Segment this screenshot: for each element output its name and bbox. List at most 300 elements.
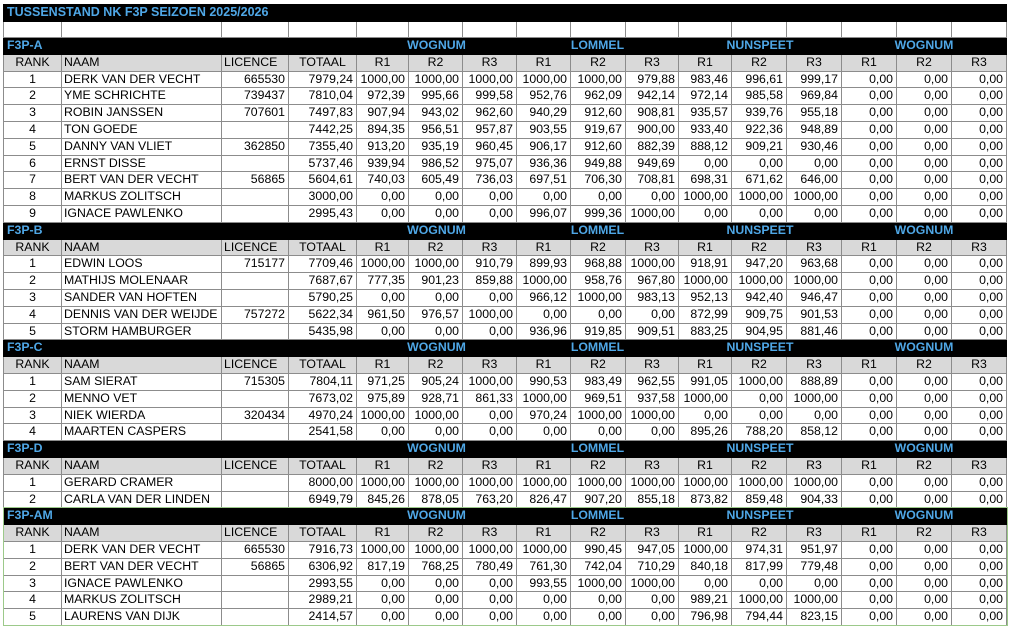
rank-cell: 4 xyxy=(4,306,62,323)
score-cell: 960,45 xyxy=(463,138,517,155)
score-cell: 962,09 xyxy=(571,88,626,105)
score-cell: 935,57 xyxy=(679,105,732,122)
score-cell: 1000,00 xyxy=(517,273,571,290)
score-cell: 1000,00 xyxy=(679,189,732,206)
score-cell: 990,45 xyxy=(571,541,626,558)
score-cell: 0,00 xyxy=(952,172,1007,189)
score-cell: 975,89 xyxy=(357,390,409,407)
round-header: R1 xyxy=(842,54,897,71)
total-cell: 7979,24 xyxy=(289,71,357,88)
score-cell: 1000,00 xyxy=(679,390,732,407)
score-cell: 1000,00 xyxy=(626,205,679,222)
rank-cell: 3 xyxy=(4,289,62,306)
score-cell: 0,00 xyxy=(463,407,517,424)
score-cell: 900,00 xyxy=(626,121,679,138)
class-header-row xyxy=(4,340,1007,357)
score-cell: 0,00 xyxy=(409,575,463,592)
score-cell: 0,00 xyxy=(897,424,952,441)
score-cell: 983,46 xyxy=(679,71,732,88)
score-cell: 895,26 xyxy=(679,424,732,441)
round-header: R3 xyxy=(952,457,1007,474)
rank-cell: 5 xyxy=(4,609,62,626)
name-cell: SANDER VAN HOFTEN xyxy=(62,289,222,306)
total-header: TOTAAL xyxy=(289,457,357,474)
licence-cell xyxy=(222,424,289,441)
score-cell: 706,30 xyxy=(571,172,626,189)
score-cell: 0,00 xyxy=(787,155,842,172)
score-cell: 1000,00 xyxy=(732,273,787,290)
score-cell: 736,03 xyxy=(463,172,517,189)
name-cell: DERK VAN DER VECHT xyxy=(62,541,222,558)
score-cell: 942,40 xyxy=(732,289,787,306)
round-header: R1 xyxy=(679,357,732,374)
venue-header: WOGNUM xyxy=(357,441,517,458)
score-cell: 0,00 xyxy=(897,474,952,491)
score-cell: 0,00 xyxy=(463,205,517,222)
score-cell: 0,00 xyxy=(897,558,952,575)
licence-cell: 707601 xyxy=(222,105,289,122)
table-row xyxy=(4,390,1007,407)
rank-cell: 7 xyxy=(4,172,62,189)
round-header: R1 xyxy=(679,239,732,256)
round-header: R1 xyxy=(679,457,732,474)
score-cell: 0,00 xyxy=(897,541,952,558)
score-cell: 0,00 xyxy=(679,407,732,424)
score-cell: 936,96 xyxy=(517,323,571,340)
score-cell: 1000,00 xyxy=(571,407,626,424)
score-cell: 947,05 xyxy=(626,541,679,558)
name-cell: MATHIJS MOLENAAR xyxy=(62,273,222,290)
score-cell: 919,67 xyxy=(571,121,626,138)
class-name: F3P-D xyxy=(4,441,357,458)
score-cell: 0,00 xyxy=(732,390,787,407)
round-header: R3 xyxy=(463,457,517,474)
total-cell: 5622,34 xyxy=(289,306,357,323)
round-header: R3 xyxy=(787,357,842,374)
score-cell: 698,31 xyxy=(679,172,732,189)
licence-cell: 715177 xyxy=(222,256,289,273)
table-row xyxy=(4,289,1007,306)
licence-cell: 739437 xyxy=(222,88,289,105)
rank-cell: 3 xyxy=(4,105,62,122)
score-cell: 0,00 xyxy=(787,205,842,222)
licence-header: LICENCE xyxy=(222,239,289,256)
score-cell: 1000,00 xyxy=(463,474,517,491)
score-cell: 0,00 xyxy=(517,609,571,626)
name-cell: BERT VAN DER VECHT xyxy=(62,558,222,575)
rank-header: RANK xyxy=(4,54,62,71)
round-header: R3 xyxy=(463,525,517,542)
round-header: R3 xyxy=(626,525,679,542)
score-cell: 906,17 xyxy=(517,138,571,155)
rank-header: RANK xyxy=(4,357,62,374)
round-header: R1 xyxy=(679,54,732,71)
score-cell: 1000,00 xyxy=(517,541,571,558)
score-cell: 1000,00 xyxy=(626,407,679,424)
total-cell: 2995,43 xyxy=(289,205,357,222)
score-cell: 909,51 xyxy=(626,323,679,340)
venue-header: WOGNUM xyxy=(357,222,517,239)
score-cell: 0,00 xyxy=(842,138,897,155)
column-header-row xyxy=(4,357,1007,374)
score-cell: 0,00 xyxy=(897,88,952,105)
score-cell: 0,00 xyxy=(409,424,463,441)
score-cell: 0,00 xyxy=(897,205,952,222)
score-cell: 928,71 xyxy=(409,390,463,407)
score-cell: 0,00 xyxy=(842,474,897,491)
score-cell: 1000,00 xyxy=(732,373,787,390)
score-cell: 952,76 xyxy=(517,88,571,105)
name-cell: DERK VAN DER VECHT xyxy=(62,71,222,88)
table-row xyxy=(4,575,1007,592)
licence-header: LICENCE xyxy=(222,457,289,474)
rank-cell: 1 xyxy=(4,256,62,273)
score-cell: 1000,00 xyxy=(357,474,409,491)
score-cell: 1000,00 xyxy=(626,575,679,592)
score-cell: 990,53 xyxy=(517,373,571,390)
licence-cell: 715305 xyxy=(222,373,289,390)
licence-cell xyxy=(222,491,289,508)
score-cell: 901,23 xyxy=(409,273,463,290)
score-cell: 0,00 xyxy=(571,306,626,323)
score-cell: 708,81 xyxy=(626,172,679,189)
score-cell: 0,00 xyxy=(952,323,1007,340)
score-cell: 1000,00 xyxy=(787,474,842,491)
score-cell: 1000,00 xyxy=(626,474,679,491)
score-cell: 985,58 xyxy=(732,88,787,105)
score-cell: 0,00 xyxy=(897,407,952,424)
round-header: R1 xyxy=(517,54,571,71)
score-cell: 0,00 xyxy=(842,575,897,592)
round-header: R2 xyxy=(409,54,463,71)
score-cell: 0,00 xyxy=(842,373,897,390)
name-cell: IGNACE PAWLENKO xyxy=(62,575,222,592)
score-cell: 1000,00 xyxy=(463,541,517,558)
score-cell: 0,00 xyxy=(952,71,1007,88)
score-cell: 1000,00 xyxy=(517,71,571,88)
score-cell: 993,55 xyxy=(517,575,571,592)
score-cell: 0,00 xyxy=(897,121,952,138)
table-row xyxy=(4,491,1007,508)
name-cell: DANNY VAN VLIET xyxy=(62,138,222,155)
name-cell: ROBIN JANSSEN xyxy=(62,105,222,122)
table-row xyxy=(4,205,1007,222)
round-header: R2 xyxy=(897,457,952,474)
score-cell: 779,48 xyxy=(787,558,842,575)
score-cell: 0,00 xyxy=(409,205,463,222)
score-cell: 0,00 xyxy=(357,575,409,592)
round-header: R2 xyxy=(571,357,626,374)
rank-cell: 2 xyxy=(4,491,62,508)
round-header: R3 xyxy=(787,457,842,474)
round-header: R2 xyxy=(409,525,463,542)
class-header-row xyxy=(4,508,1007,525)
total-cell: 7709,46 xyxy=(289,256,357,273)
total-cell: 7497,83 xyxy=(289,105,357,122)
rank-header: RANK xyxy=(4,239,62,256)
name-cell: CARLA VAN DER LINDEN xyxy=(62,491,222,508)
score-cell: 883,25 xyxy=(679,323,732,340)
round-header: R2 xyxy=(732,357,787,374)
score-cell: 946,47 xyxy=(787,289,842,306)
score-cell: 858,12 xyxy=(787,424,842,441)
score-cell: 969,51 xyxy=(571,390,626,407)
score-cell: 983,13 xyxy=(626,289,679,306)
rank-cell: 9 xyxy=(4,205,62,222)
score-cell: 967,80 xyxy=(626,273,679,290)
score-cell: 0,00 xyxy=(409,323,463,340)
score-cell: 697,51 xyxy=(517,172,571,189)
score-cell: 969,84 xyxy=(787,88,842,105)
table-row xyxy=(4,138,1007,155)
score-cell: 1000,00 xyxy=(357,256,409,273)
score-cell: 861,33 xyxy=(463,390,517,407)
round-header: R3 xyxy=(463,239,517,256)
score-cell: 763,20 xyxy=(463,491,517,508)
licence-cell xyxy=(222,205,289,222)
rank-cell: 8 xyxy=(4,189,62,206)
round-header: R2 xyxy=(571,239,626,256)
score-cell: 0,00 xyxy=(679,205,732,222)
score-cell: 0,00 xyxy=(357,289,409,306)
total-cell: 7442,25 xyxy=(289,121,357,138)
round-header: R1 xyxy=(517,357,571,374)
total-header: TOTAAL xyxy=(289,525,357,542)
rank-cell: 2 xyxy=(4,390,62,407)
score-cell: 873,82 xyxy=(679,491,732,508)
score-cell: 991,05 xyxy=(679,373,732,390)
rank-cell: 5 xyxy=(4,138,62,155)
round-header: R1 xyxy=(842,525,897,542)
table-row xyxy=(4,609,1007,626)
total-cell: 7804,11 xyxy=(289,373,357,390)
score-cell: 899,93 xyxy=(517,256,571,273)
score-cell: 0,00 xyxy=(626,592,679,609)
score-cell: 975,07 xyxy=(463,155,517,172)
score-cell: 0,00 xyxy=(952,592,1007,609)
total-cell: 5604,61 xyxy=(289,172,357,189)
table-row xyxy=(4,323,1007,340)
table-row xyxy=(4,88,1007,105)
total-cell: 2541,58 xyxy=(289,424,357,441)
score-cell: 0,00 xyxy=(897,105,952,122)
score-cell: 0,00 xyxy=(842,323,897,340)
table-row xyxy=(4,189,1007,206)
rank-cell: 1 xyxy=(4,71,62,88)
score-cell: 0,00 xyxy=(626,609,679,626)
score-cell: 947,20 xyxy=(732,256,787,273)
score-cell: 912,60 xyxy=(571,138,626,155)
score-cell: 1000,00 xyxy=(787,189,842,206)
score-cell: 1000,00 xyxy=(409,541,463,558)
round-header: R1 xyxy=(357,525,409,542)
licence-cell xyxy=(222,323,289,340)
rank-cell: 1 xyxy=(4,373,62,390)
score-cell: 0,00 xyxy=(571,609,626,626)
score-cell: 1000,00 xyxy=(409,407,463,424)
rank-cell: 3 xyxy=(4,575,62,592)
name-cell: YME SCHRICHTE xyxy=(62,88,222,105)
name-cell: SAM SIERAT xyxy=(62,373,222,390)
score-cell: 1000,00 xyxy=(732,474,787,491)
round-header: R1 xyxy=(357,54,409,71)
score-cell: 0,00 xyxy=(842,609,897,626)
score-cell: 888,12 xyxy=(679,138,732,155)
licence-cell: 757272 xyxy=(222,306,289,323)
score-cell: 919,85 xyxy=(571,323,626,340)
score-cell: 0,00 xyxy=(897,390,952,407)
score-cell: 0,00 xyxy=(952,609,1007,626)
score-cell: 955,18 xyxy=(787,105,842,122)
score-cell: 0,00 xyxy=(952,273,1007,290)
score-cell: 0,00 xyxy=(842,172,897,189)
score-cell: 983,49 xyxy=(571,373,626,390)
score-cell: 949,88 xyxy=(571,155,626,172)
table-row xyxy=(4,541,1007,558)
score-cell: 0,00 xyxy=(897,189,952,206)
score-cell: 859,88 xyxy=(463,273,517,290)
score-cell: 0,00 xyxy=(463,575,517,592)
name-header: NAAM xyxy=(62,239,222,256)
score-cell: 1000,00 xyxy=(357,407,409,424)
venue-header: NUNSPEET xyxy=(679,38,842,55)
score-cell: 646,00 xyxy=(787,172,842,189)
score-cell: 999,36 xyxy=(571,205,626,222)
score-cell: 0,00 xyxy=(842,71,897,88)
score-cell: 904,95 xyxy=(732,323,787,340)
licence-cell: 665530 xyxy=(222,71,289,88)
total-cell: 2989,21 xyxy=(289,592,357,609)
score-cell: 0,00 xyxy=(897,592,952,609)
score-cell: 910,79 xyxy=(463,256,517,273)
licence-header: LICENCE xyxy=(222,525,289,542)
name-cell: MARKUS ZOLITSCH xyxy=(62,189,222,206)
score-cell: 796,98 xyxy=(679,609,732,626)
score-cell: 935,19 xyxy=(409,138,463,155)
class-section-f3p-d xyxy=(4,441,1007,508)
round-header: R3 xyxy=(626,457,679,474)
score-cell: 972,14 xyxy=(679,88,732,105)
score-cell: 905,24 xyxy=(409,373,463,390)
name-header: NAAM xyxy=(62,457,222,474)
table-row xyxy=(4,474,1007,491)
score-cell: 961,50 xyxy=(357,306,409,323)
score-cell: 1000,00 xyxy=(679,541,732,558)
table-row xyxy=(4,256,1007,273)
table-row xyxy=(4,592,1007,609)
score-cell: 999,17 xyxy=(787,71,842,88)
score-cell: 0,00 xyxy=(897,155,952,172)
score-cell: 1000,00 xyxy=(517,474,571,491)
score-cell: 909,75 xyxy=(732,306,787,323)
score-cell: 0,00 xyxy=(463,189,517,206)
score-cell: 0,00 xyxy=(952,373,1007,390)
round-header: R1 xyxy=(357,357,409,374)
score-cell: 1000,00 xyxy=(626,256,679,273)
score-cell: 0,00 xyxy=(571,592,626,609)
score-cell: 1000,00 xyxy=(571,575,626,592)
score-cell: 0,00 xyxy=(517,424,571,441)
score-cell: 957,87 xyxy=(463,121,517,138)
name-cell: MARKUS ZOLITSCH xyxy=(62,592,222,609)
column-header-row xyxy=(4,239,1007,256)
score-cell: 908,81 xyxy=(626,105,679,122)
licence-cell xyxy=(222,121,289,138)
rank-cell: 4 xyxy=(4,424,62,441)
round-header: R1 xyxy=(842,357,897,374)
name-cell: MAARTEN CASPERS xyxy=(62,424,222,441)
licence-cell xyxy=(222,609,289,626)
round-header: R2 xyxy=(897,525,952,542)
licence-cell: 56865 xyxy=(222,172,289,189)
licence-header: LICENCE xyxy=(222,357,289,374)
standings-table xyxy=(3,4,1007,626)
score-cell: 1000,00 xyxy=(409,256,463,273)
score-cell: 0,00 xyxy=(787,407,842,424)
round-header: R2 xyxy=(897,54,952,71)
score-cell: 913,20 xyxy=(357,138,409,155)
round-header: R3 xyxy=(787,525,842,542)
score-cell: 0,00 xyxy=(463,609,517,626)
licence-cell: 362850 xyxy=(222,138,289,155)
rank-cell: 5 xyxy=(4,323,62,340)
venue-header: NUNSPEET xyxy=(679,340,842,357)
score-cell: 894,35 xyxy=(357,121,409,138)
name-cell: LAURENS VAN DIJK xyxy=(62,609,222,626)
score-cell: 0,00 xyxy=(842,121,897,138)
score-cell: 0,00 xyxy=(952,390,1007,407)
rank-header: RANK xyxy=(4,525,62,542)
score-cell: 742,04 xyxy=(571,558,626,575)
round-header: R1 xyxy=(357,457,409,474)
venue-header: WOGNUM xyxy=(357,340,517,357)
total-cell: 2414,57 xyxy=(289,609,357,626)
total-cell: 7810,04 xyxy=(289,88,357,105)
score-cell: 0,00 xyxy=(626,424,679,441)
score-cell: 0,00 xyxy=(842,424,897,441)
name-cell: STORM HAMBURGER xyxy=(62,323,222,340)
round-header: R1 xyxy=(517,525,571,542)
score-cell: 768,25 xyxy=(409,558,463,575)
score-cell: 974,31 xyxy=(732,541,787,558)
score-cell: 0,00 xyxy=(732,407,787,424)
class-header-row xyxy=(4,38,1007,55)
score-cell: 1000,00 xyxy=(357,541,409,558)
total-cell: 8000,00 xyxy=(289,474,357,491)
score-cell: 0,00 xyxy=(357,323,409,340)
score-cell: 0,00 xyxy=(626,306,679,323)
score-cell: 0,00 xyxy=(787,575,842,592)
score-cell: 952,13 xyxy=(679,289,732,306)
name-cell: GERARD CRAMER xyxy=(62,474,222,491)
class-name: F3P-C xyxy=(4,340,357,357)
table-row xyxy=(4,155,1007,172)
round-header: R2 xyxy=(409,357,463,374)
score-cell: 1000,00 xyxy=(787,390,842,407)
venue-header: WOGNUM xyxy=(842,340,1007,357)
rank-cell: 6 xyxy=(4,155,62,172)
score-cell: 0,00 xyxy=(842,558,897,575)
table-row xyxy=(4,407,1007,424)
score-cell: 995,66 xyxy=(409,88,463,105)
score-cell: 605,49 xyxy=(409,172,463,189)
score-cell: 671,62 xyxy=(732,172,787,189)
score-cell: 1000,00 xyxy=(732,189,787,206)
round-header: R3 xyxy=(952,357,1007,374)
score-cell: 0,00 xyxy=(463,289,517,306)
licence-header: LICENCE xyxy=(222,54,289,71)
rank-cell: 2 xyxy=(4,88,62,105)
